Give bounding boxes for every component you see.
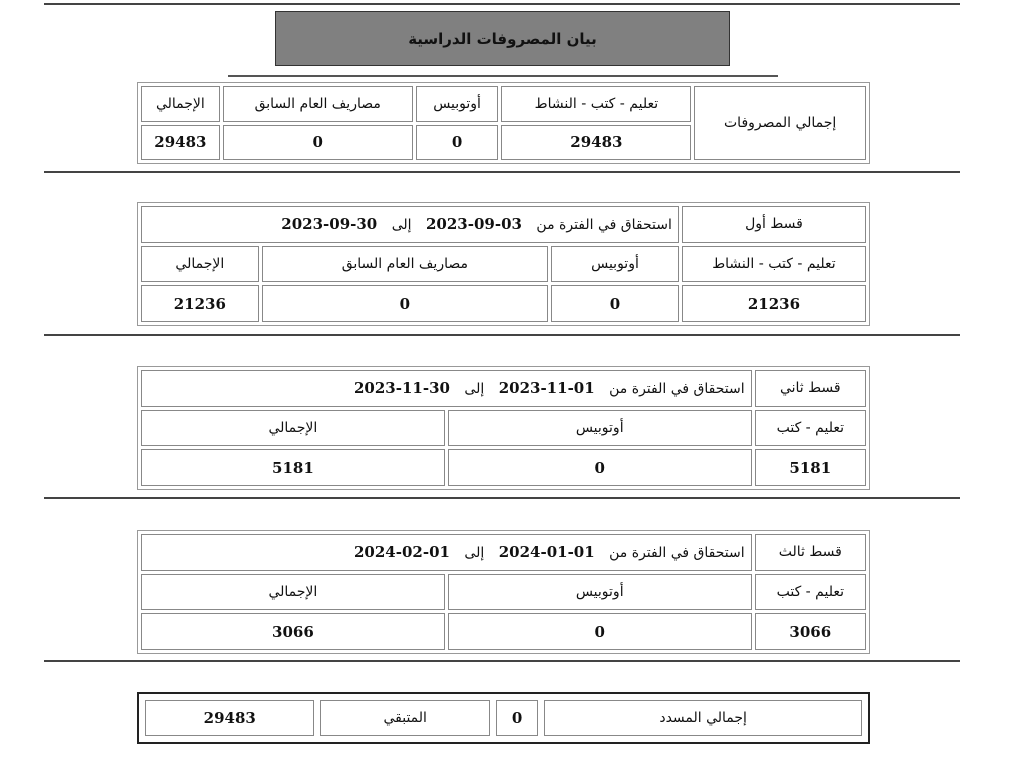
installment-1-header-education: تعليم - كتب - النشاط bbox=[682, 246, 866, 283]
summary-table bbox=[137, 82, 870, 164]
table-row bbox=[141, 206, 866, 243]
table-row bbox=[141, 370, 866, 407]
table-row bbox=[145, 700, 862, 736]
installment-3-header-education: تعليم - كتب bbox=[755, 574, 866, 611]
installment-2-value-bus: 0 bbox=[448, 449, 752, 486]
installment-2-header-bus: أوتوبيس bbox=[448, 410, 752, 447]
installment-1-header-previous-year: مصاريف العام السابق bbox=[262, 246, 548, 283]
installment-2-table bbox=[137, 366, 870, 490]
period-from-date: 03-09-2023 bbox=[425, 215, 522, 234]
summary-header-total: الإجمالي bbox=[141, 86, 220, 122]
installment-2-value-education: 5181 bbox=[755, 449, 866, 486]
installment-3-header-bus: أوتوبيس bbox=[448, 574, 752, 611]
divider-top bbox=[44, 3, 960, 5]
period-prefix: استحقاق في الفترة من bbox=[609, 381, 745, 398]
summary-header-education: تعليم - كتب - النشاط bbox=[501, 86, 691, 122]
table-row bbox=[141, 574, 866, 611]
installment-3-table bbox=[137, 530, 870, 654]
summary-value-education: 29483 bbox=[501, 125, 691, 161]
table-row bbox=[141, 86, 866, 122]
divider-after-installment-1 bbox=[44, 334, 960, 336]
summary-value-total: 29483 bbox=[141, 125, 220, 161]
divider-after-installment-3 bbox=[44, 660, 960, 662]
table-row bbox=[141, 449, 866, 486]
period-prefix: استحقاق في الفترة من bbox=[536, 217, 672, 234]
installment-2-value-total: 5181 bbox=[141, 449, 445, 486]
installment-3-header-total: الإجمالي bbox=[141, 574, 445, 611]
summary-header-bus: أوتوبيس bbox=[416, 86, 499, 122]
remaining-label: المتبقي bbox=[320, 700, 489, 736]
table-row bbox=[141, 613, 866, 650]
installment-1-value-education: 21236 bbox=[682, 285, 866, 322]
table-row bbox=[141, 246, 866, 283]
table-row bbox=[141, 410, 866, 447]
summary-row-label: إجمالي المصروفات bbox=[694, 86, 866, 160]
divider-after-summary bbox=[44, 171, 960, 173]
installment-3-value-education: 3066 bbox=[755, 613, 866, 650]
installment-1-table bbox=[137, 202, 870, 326]
installment-1-header-bus: أوتوبيس bbox=[551, 246, 679, 283]
page-title-text: بيان المصروفات الدراسية bbox=[408, 29, 597, 48]
remaining-value: 29483 bbox=[145, 700, 314, 736]
summary-value-bus: 0 bbox=[416, 125, 499, 161]
installment-1-value-bus: 0 bbox=[551, 285, 679, 322]
installment-3-name: قسط ثالث bbox=[755, 534, 866, 571]
installment-1-value-total: 21236 bbox=[141, 285, 259, 322]
period-from-date: 01-11-2023 bbox=[498, 379, 595, 398]
installment-1-header-total: الإجمالي bbox=[141, 246, 259, 283]
period-to-label: إلى bbox=[464, 545, 485, 562]
period-from-date: 01-01-2024 bbox=[498, 543, 595, 562]
total-paid-value: 0 bbox=[496, 700, 538, 736]
period-to-label: إلى bbox=[391, 217, 412, 234]
installment-2-header-education: تعليم - كتب bbox=[755, 410, 866, 447]
period-to-date: 30-11-2023 bbox=[354, 379, 450, 398]
page-title bbox=[275, 11, 730, 66]
title-underline bbox=[228, 75, 778, 77]
table-row bbox=[141, 285, 866, 322]
period-prefix: استحقاق في الفترة من bbox=[609, 545, 745, 562]
summary-header-previous-year: مصاريف العام السابق bbox=[223, 86, 413, 122]
summary-value-previous-year: 0 bbox=[223, 125, 413, 161]
installment-1-period bbox=[141, 206, 679, 243]
installment-2-period bbox=[141, 370, 752, 407]
period-to-date: 30-09-2023 bbox=[281, 215, 378, 234]
divider-after-installment-2 bbox=[44, 497, 960, 499]
period-to-date: 01-02-2024 bbox=[354, 543, 450, 562]
table-row bbox=[141, 534, 866, 571]
installment-2-header-total: الإجمالي bbox=[141, 410, 445, 447]
final-totals-table bbox=[137, 692, 870, 744]
installment-3-value-total: 3066 bbox=[141, 613, 445, 650]
installment-1-value-previous-year: 0 bbox=[262, 285, 548, 322]
period-to-label: إلى bbox=[464, 381, 485, 398]
total-paid-label: إجمالي المسدد bbox=[544, 700, 862, 736]
installment-1-name: قسط أول bbox=[682, 206, 866, 243]
installment-3-value-bus: 0 bbox=[448, 613, 752, 650]
installment-2-name: قسط ثاني bbox=[755, 370, 866, 407]
installment-3-period bbox=[141, 534, 752, 571]
